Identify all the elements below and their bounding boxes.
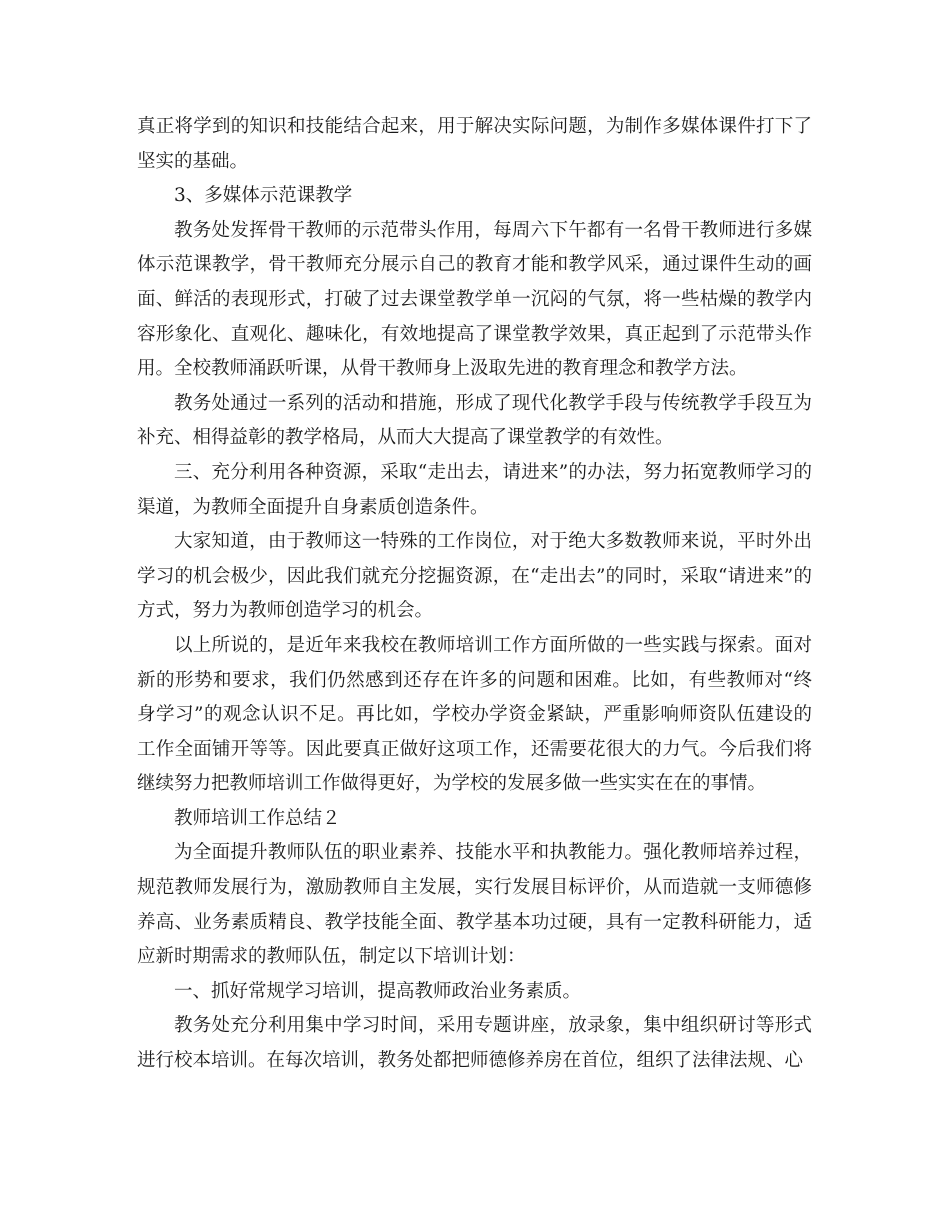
paragraph: 为全面提升教师队伍的职业素养、技能水平和执教能力。强化教师培养过程，规范教师发展行为，激励教师自主发展，实行发展目标评价，从而造就一支师德修养高、业务素质精良、教学技能全面、教学基本功过硬，具有一定教科研能力，适应新时期需求的教师队伍，制定以下培训计划： (137, 842, 812, 968)
paragraph: 大家知道，由于教师这一特殊的工作岗位，对于绝大多数教师来说，平时外出学习的机会极少，因此我们就充分挖掘资源，在“走出去”的同时，采取“请进来”的方式，努力为教师创造学习的机会。 (137, 531, 812, 622)
paragraph: 以上所说的，是近年来我校在教师培训工作方面所做的一些实践与探索。面对新的形势和要求，我们仍然感到还存在许多的问题和困难。比如，有些教师对“终身学习”的观念认识不足。再比如，学校办学资金紧缺，严重影响师资队伍建设的工作全面铺开等等。因此要真正做好这项工作，还需要花很大的力气。今后我们将继续努力把教师培训工作做得更好，为学校的发展多做一些实实在在的事情。 (137, 634, 812, 795)
document-body (137, 110, 812, 1079)
paragraph: 真正将学到的知识和技能结合起来，用于解决实际问题，为制作多媒体课件打下了坚实的基础。 (137, 116, 812, 172)
paragraph: 教务处通过一系列的活动和措施，形成了现代化教学手段与传统教学手段互为补充、相得益彰的教学格局，从而大大提高了课堂教学的有效性。 (137, 392, 812, 449)
section-heading: 一、抓好常规学习培训，提高教师政治业务素质。 (174, 980, 582, 1002)
document-title: 教师培训工作总结２ (174, 807, 341, 829)
paragraph: 教务处发挥骨干教师的示范带头作用，每周六下午都有一名骨干教师进行多媒体示范课教学，骨干教师充分展示自己的教育才能和教学风采，通过课件生动的画面、鲜活的表现形式，打破了过去课堂教学单一沉闷的气氛，将一些枯燥的教学内容形象化、直观化、趣味化，有效地提高了课堂教学效果，真正起到了示范带头作用。全校教师涌跃听课，从骨干教师身上汲取先进的教育理念和教学方法。 (137, 219, 812, 380)
paragraph: 教务处充分利用集中学习时间，采用专题讲座，放录象，集中组织研讨等形式进行校本培训。在每次培训，教务处都把师德修养房在首位，组织了法律法规、心 (137, 1015, 812, 1072)
section-heading: 三、充分利用各种资源，采取“走出去，请进来”的办法，努力拓宽教师学习的渠道，为教师全面提升自身素质创造条件。 (137, 461, 812, 518)
section-heading: 3、多媒体示范课教学 (174, 185, 353, 207)
